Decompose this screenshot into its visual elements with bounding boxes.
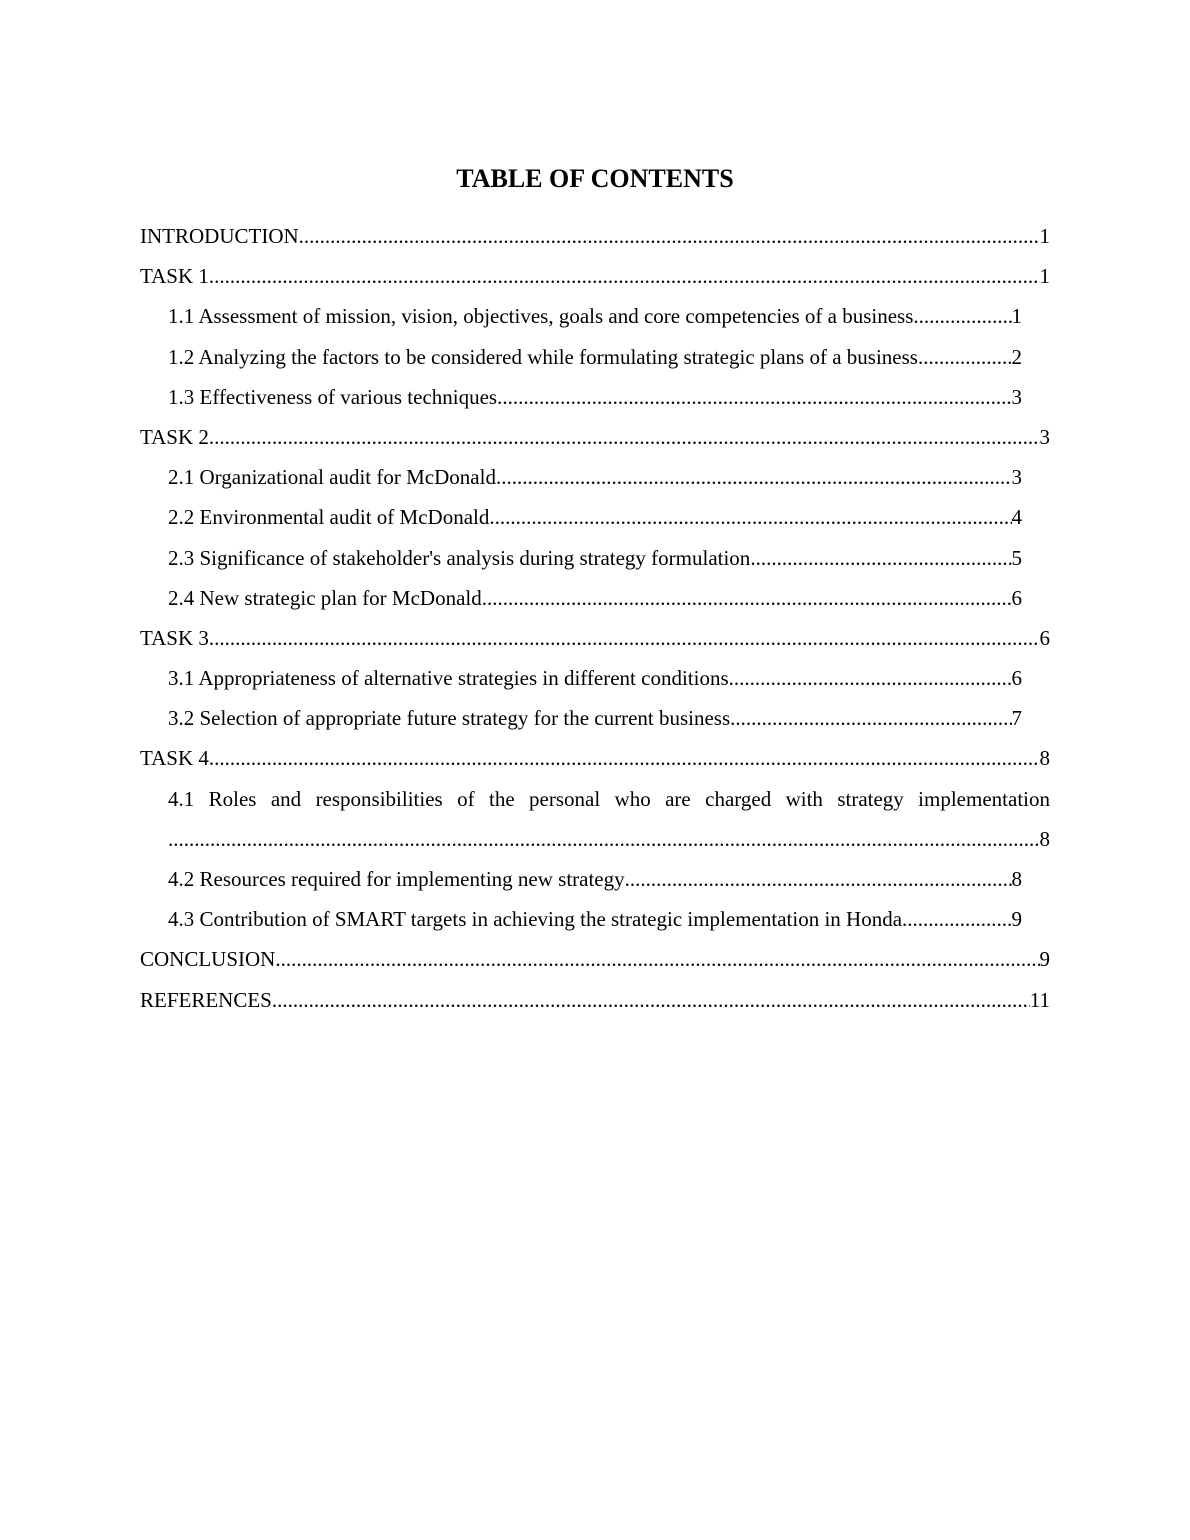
- dot-leader: [750, 538, 1011, 578]
- dot-leader: [919, 296, 1012, 336]
- toc-entry-label: 4.3 Contribution of SMART targets in achieving the strategic implementation in Honda.: [168, 907, 908, 932]
- toc-entry-page: 3: [1011, 384, 1022, 409]
- dot-leader: [496, 457, 1012, 497]
- toc-entry-page: 11: [1029, 987, 1050, 1012]
- toc-entry-label: INTRODUCTION: [140, 224, 299, 248]
- toc-entry-task-2[interactable]: [140, 417, 1050, 457]
- toc-entry-label: 1.1 Assessment of mission, vision, objectives, goals and core competencies of a business.: [168, 304, 919, 329]
- toc-entry-4-1[interactable]: [140, 779, 1050, 859]
- dot-leader: [923, 337, 1011, 377]
- dot-leader: [209, 417, 1040, 457]
- toc-entry-1-1[interactable]: [140, 296, 1022, 336]
- toc-entry-continuation: [168, 819, 1050, 859]
- toc-entry-task-4[interactable]: [140, 738, 1050, 778]
- toc-entry-page: 1: [1011, 304, 1022, 329]
- toc-entry-page: 3: [1039, 424, 1050, 449]
- toc-entry-page: 9: [1011, 907, 1022, 932]
- dot-leader: [299, 216, 1040, 256]
- toc-entry-page: 8: [1039, 746, 1050, 771]
- toc-entry-page: 6: [1039, 625, 1050, 650]
- toc-entry-3-2[interactable]: [140, 698, 1022, 738]
- toc-entry-page: 3: [1011, 465, 1022, 490]
- toc-entry-label: CONCLUSION: [140, 947, 276, 972]
- toc-entry-page: 4: [1011, 505, 1022, 530]
- toc-entry-4-3[interactable]: [140, 899, 1022, 939]
- toc-entry-label: 4.2 Resources required for implementing new strategy: [168, 867, 625, 891]
- dot-leader: [275, 939, 1039, 979]
- toc-entry-label: 3.1 Appropriateness of alternative strategies in different conditions: [168, 666, 729, 691]
- toc-entry-label: 2.2 Environmental audit of McDonald: [168, 505, 490, 530]
- toc-entry-page: 6: [1011, 666, 1022, 691]
- toc-entry-label: TASK 1: [140, 264, 209, 289]
- toc-entry-label: 1.3 Effectiveness of various techniques: [168, 384, 498, 409]
- toc-entry-label: 3.2 Selection of appropriate future strategy for the current business: [168, 706, 731, 731]
- toc-entry-label: 2.4 New strategic plan for McDonald: [168, 585, 482, 610]
- toc-entry-task-3[interactable]: [140, 618, 1050, 658]
- toc-entry-label: TASK 2: [140, 424, 209, 449]
- toc-entry-2-1[interactable]: [140, 457, 1022, 497]
- toc-entry-1-2[interactable]: [140, 337, 1022, 377]
- dot-leader: [209, 738, 1040, 778]
- toc-entry-label: 2.1 Organizational audit for McDonald: [168, 465, 496, 490]
- toc-entry-introduction[interactable]: [140, 216, 1050, 256]
- toc-entry-page: 5: [1011, 545, 1022, 570]
- toc-entry-label: REFERENCES: [140, 987, 272, 1012]
- dot-leader: [482, 578, 1012, 618]
- dot-leader: [625, 859, 1012, 899]
- toc-entry-4-2[interactable]: [140, 859, 1022, 899]
- toc-entry-page: 2: [1011, 344, 1022, 369]
- toc-entry-label: TASK 3: [140, 625, 209, 650]
- toc-entry-2-4[interactable]: [140, 578, 1022, 618]
- dot-leader: [272, 980, 1030, 1020]
- toc-title: TABLE OF CONTENTS: [456, 164, 734, 193]
- toc-entry-label: 4.1 Roles and responsibilities of the personal who are charged with strategy implementation: [168, 786, 1050, 811]
- dot-leader: [168, 819, 1040, 859]
- toc-entry-page: 1: [1039, 224, 1050, 248]
- toc-entry-label: TASK 4: [140, 746, 209, 771]
- toc-entry-page: 8: [1039, 826, 1050, 851]
- toc-entry-label: 1.2 Analyzing the factors to be considered while formulating strategic plans of a business.: [168, 344, 924, 369]
- dot-leader: [729, 658, 1012, 698]
- toc-entry-conclusion[interactable]: [140, 939, 1050, 979]
- toc-entry-2-3[interactable]: [140, 538, 1022, 578]
- dot-leader: [907, 899, 1011, 939]
- table-of-contents: [140, 216, 1050, 1020]
- toc-entry-task-1[interactable]: [140, 256, 1050, 296]
- toc-entry-page: 7: [1011, 706, 1022, 731]
- toc-entry-label: 2.3 Significance of stakeholder's analysis during strategy formulation: [168, 545, 751, 570]
- toc-entry-references[interactable]: [140, 980, 1050, 1020]
- toc-entry-page: 9: [1039, 947, 1050, 972]
- dot-leader: [497, 377, 1011, 417]
- toc-entry-1-3[interactable]: [140, 377, 1022, 417]
- toc-entry-page: 8: [1011, 867, 1022, 891]
- dot-leader: [489, 497, 1011, 537]
- toc-entry-page: 1: [1039, 264, 1050, 289]
- toc-entry-2-2[interactable]: [140, 497, 1022, 537]
- dot-leader: [730, 698, 1011, 738]
- toc-entry-page: 6: [1011, 585, 1022, 610]
- dot-leader: [209, 618, 1040, 658]
- toc-entry-3-1[interactable]: [140, 658, 1022, 698]
- dot-leader: [209, 256, 1040, 296]
